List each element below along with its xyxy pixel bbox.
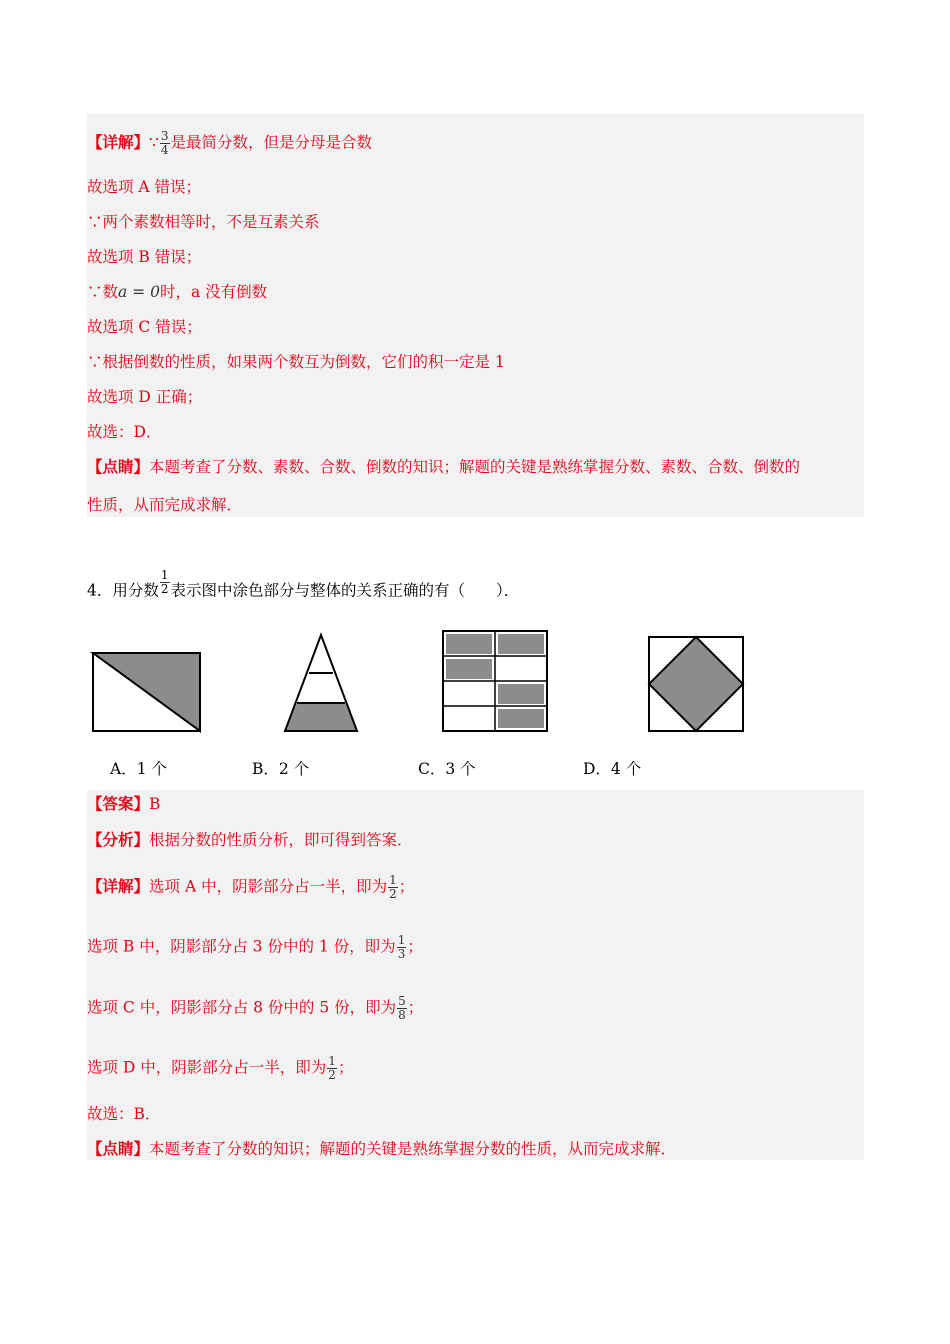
option-b[interactable]: B．2 个: [252, 760, 310, 778]
question-4-text: 4．用分数 $\frac{1}{2}$ 表示图中涂色部分与整体的关系正确的有（ ）．: [87, 568, 520, 600]
solution-box-q4: [87, 790, 864, 1160]
figure-c-cell-shaded: [498, 709, 544, 728]
line-option-c-wrong: 故选项 C 错误；: [87, 318, 202, 336]
math-a-eq-0: a = 0: [118, 283, 160, 301]
question-number: 4．: [87, 581, 113, 600]
line-a-zero: ∵数a = 0时，a 没有倒数: [87, 283, 268, 301]
answer-value: B: [149, 795, 161, 813]
fraction-1-3: $\frac{1}{3}$: [397, 933, 406, 961]
figure-b-triangle: [283, 633, 359, 733]
because-symbol: ∵: [149, 133, 159, 152]
option-a[interactable]: A．1 个: [110, 760, 167, 778]
detail-tag: 【详解】: [87, 876, 150, 896]
comment-tag: 【点睛】: [87, 1139, 150, 1158]
figure-a-rectangle: [92, 652, 202, 732]
line-option-d-correct: 故选项 D 正确；: [87, 388, 203, 406]
detail-tag: 【详解】: [87, 132, 150, 152]
comment-tag: 【点睛】: [87, 457, 150, 476]
fraction-1-2: $\frac{1}{2}$: [328, 1054, 336, 1082]
line-option-b-wrong: 故选项 B 错误；: [87, 248, 202, 266]
comment-line: 【点睛】本题考查了分数、素数、合数、倒数的知识；解题的关键是熟练掌握分数、素数、合数、倒数的: [87, 457, 801, 476]
line-prime-reason: ∵两个素数相等时，不是互素关系: [87, 213, 320, 231]
figure-c-cell-shaded: [446, 659, 492, 679]
answer-tag: 【答案】: [87, 794, 150, 813]
detail-a-line: 【详解】选项 A 中，阴影部分占一半，即为 $\frac{1}{2}$ ；: [87, 873, 415, 901]
answer-line: [87, 793, 160, 815]
line-choose-d: 故选：D．: [87, 423, 162, 441]
detail-d-line: 选项 D 中，阴影部分占一半，即为 $\frac{1}{2}$ ；: [87, 1054, 354, 1082]
conclusion-line: 故选：B．: [87, 1105, 161, 1123]
detail-text: 是最简分数，但是分母是合数: [170, 133, 373, 152]
figure-c-cell-shaded: [498, 634, 544, 654]
line-reciprocal-reason: ∵根据倒数的性质，如果两个数互为倒数，它们的积一定是 1: [87, 353, 505, 371]
figure-c-cell-shaded: [498, 684, 544, 704]
figure-d-square: [648, 636, 744, 732]
comment-line-2: 性质，从而完成求解．: [87, 496, 243, 514]
line-option-a-wrong: 故选项 A 错误；: [87, 178, 202, 196]
option-c[interactable]: C．3 个: [418, 760, 476, 778]
figure-c-grid: [442, 630, 548, 732]
detail-b-line: 选项 B 中，阴影部分占 3 份中的 1 份，即为 $\frac{1}{3}$ ；: [87, 933, 423, 961]
analysis-tag: 【分析】: [87, 830, 150, 849]
figure-b-shaded: [285, 703, 357, 731]
fraction-3-4: $\frac{3}{4}$: [160, 129, 169, 157]
detail-c-line: 选项 C 中，阴影部分占 8 份中的 5 份，即为 $\frac{5}{8}$ ；: [87, 994, 424, 1022]
analysis-line: 【分析】根据分数的性质分析，即可得到答案．: [87, 830, 413, 849]
figure-c-cell-shaded: [446, 634, 492, 654]
detail-line: [87, 130, 372, 157]
solution-box-q3: [87, 114, 864, 517]
comment-line: 【点睛】本题考查了分数的知识；解题的关键是熟练掌握分数的性质，从而完成求解．: [87, 1139, 677, 1158]
fraction-5-8: $\frac{5}{8}$: [398, 994, 406, 1022]
fraction-1-2: $\frac{1}{2}$: [389, 873, 397, 901]
fraction-1-2: $\frac{1}{2}$: [160, 568, 169, 596]
option-d[interactable]: D．4 个: [583, 760, 642, 778]
